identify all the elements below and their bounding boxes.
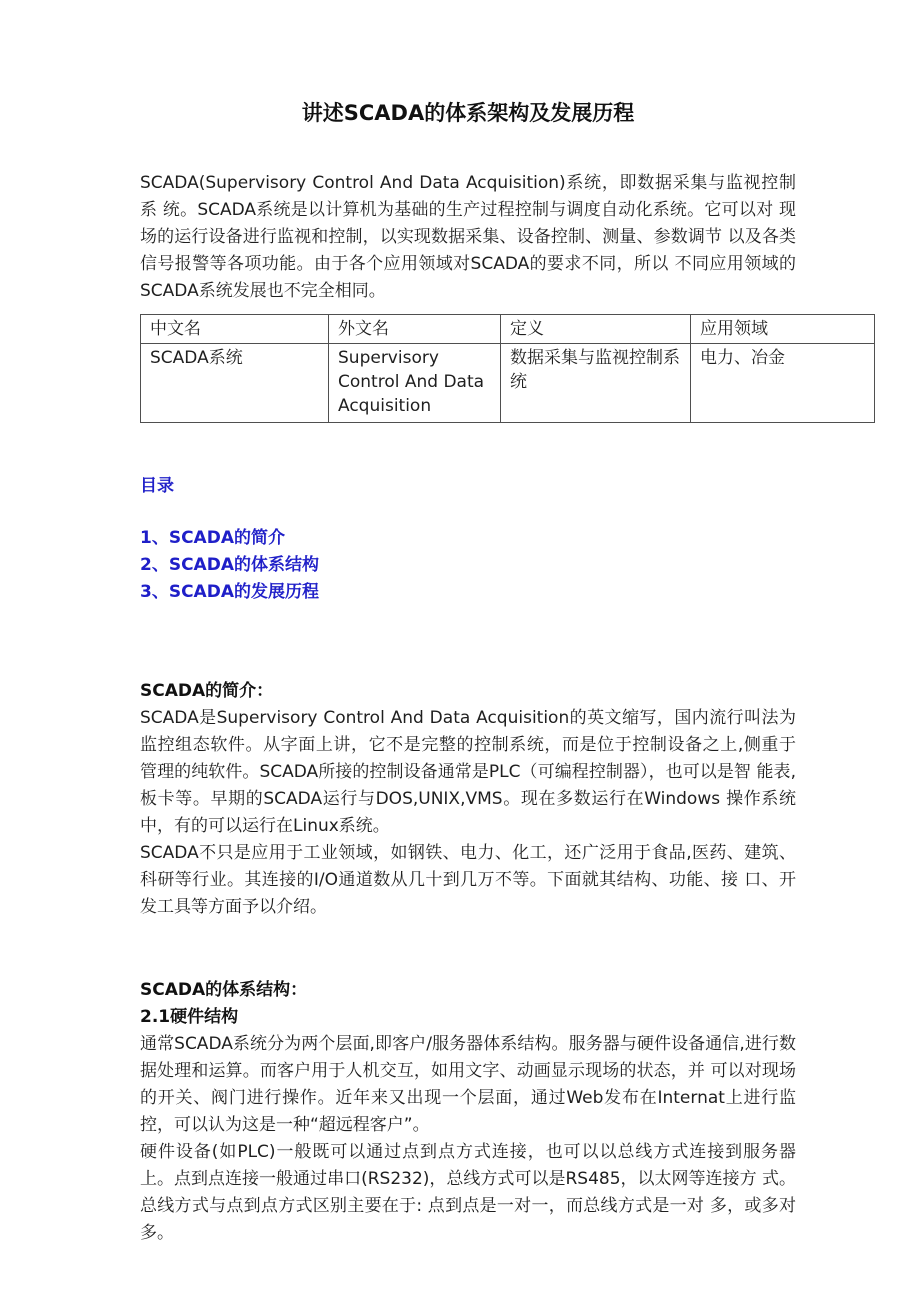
toc-list <box>140 525 796 606</box>
section-architecture-paragraph-2: 硬件设备(如PLC)一般既可以通过点到点方式连接，也可以以总线方式连接到服务器上。点到点连接一般通过串口(RS232)，总线方式可以是RS485，以太网等连接方 式。总线方式与点到点方式区别主要在于: 点到点是一对一，而总线方式是一对 多，或多对多。 <box>140 1142 796 1243</box>
section-intro-heading: SCADA的简介： <box>140 681 274 701</box>
header-cell-definition: 定义 <box>501 315 691 344</box>
header-cell-chinese-name: 中文名 <box>141 315 329 344</box>
section-scada-architecture <box>140 977 796 1247</box>
section-scada-intro <box>140 678 796 921</box>
toc-heading: 目录 <box>140 476 174 496</box>
header-cell-application-field: 应用领域 <box>691 315 875 344</box>
cell-definition: 数据采集与监视控制系统 <box>501 344 691 423</box>
section-architecture-paragraph-1: 通常SCADA系统分为两个层面,即客户/服务器体系结构。服务器与硬件设备通信,进行数据处理和运算。而客户用于人机交互，如用文字、动画显示现场的状态，并 可以对现场的开关、阀门进行操作。近年来又出现一个层面，通过Web发布在Internat上进行监控，可以认为这是一种“超远程客户”。 <box>140 1034 796 1135</box>
toc-link-scada-history[interactable]: 3、SCADA的发展历程 <box>140 582 319 602</box>
section-intro-paragraph-2: SCADA不只是应用于工业领域，如钢铁、电力、化工，还广泛用于食品,医药、建筑、 科研等行业。其连接的I/O通道数从几十到几万不等。下面就其结构、功能、接 口、开发工具等方面予以介绍。 <box>140 843 796 917</box>
cell-chinese-name: SCADA系统 <box>141 344 329 423</box>
toc-link-scada-intro[interactable]: 1、SCADA的简介 <box>140 528 285 548</box>
header-cell-foreign-name: 外文名 <box>329 315 501 344</box>
intro-paragraph: SCADA(Supervisory Control And Data Acquisition)系统，即数据采集与监视控制系 统。SCADA系统是以计算机为基础的生产过程控制与调度自动化系统。它可以对 现场的运行设备进行监视和控制，以实现数据采集、设备控制、测量、参数调节 以及各类信号报警等各项功能。由于各个应用领域对SCADA的要求不同，所以 不同应用领域的SCADA系统发展也不完全相同。 <box>140 173 796 301</box>
section-intro-paragraph-1: SCADA是Supervisory Control And Data Acquisition的英文缩写，国内流行叫法为监控组态软件。从字面上讲，它不是完整的控制系统，而是位于控制设备之上,侧重于 管理的纯软件。SCADA所接的控制设备通常是PLC（可编程控制器），也可以是智 能表,板卡等。早期的SCADA运行与DOS,UNIX,VMS。现在多数运行在Windows 操作系统中，有的可以运行在Linux系统。 <box>140 708 796 836</box>
document-content <box>140 0 796 1247</box>
info-table <box>140 314 875 423</box>
toc-link-scada-architecture[interactable]: 2、SCADA的体系结构 <box>140 555 319 575</box>
page-title: 讲述SCADA的体系架构及发展历程 <box>301 101 635 125</box>
subsection-hardware-heading: 2.1硬件结构 <box>140 1007 239 1027</box>
section-architecture-heading: SCADA的体系结构： <box>140 980 308 1000</box>
info-table-row <box>141 344 875 423</box>
cell-foreign-name: Supervisory Control And Data Acquisition <box>329 344 501 423</box>
cell-application-field: 电力、冶金 <box>691 344 875 423</box>
table-of-contents <box>140 473 796 606</box>
info-table-header-row <box>141 315 875 344</box>
